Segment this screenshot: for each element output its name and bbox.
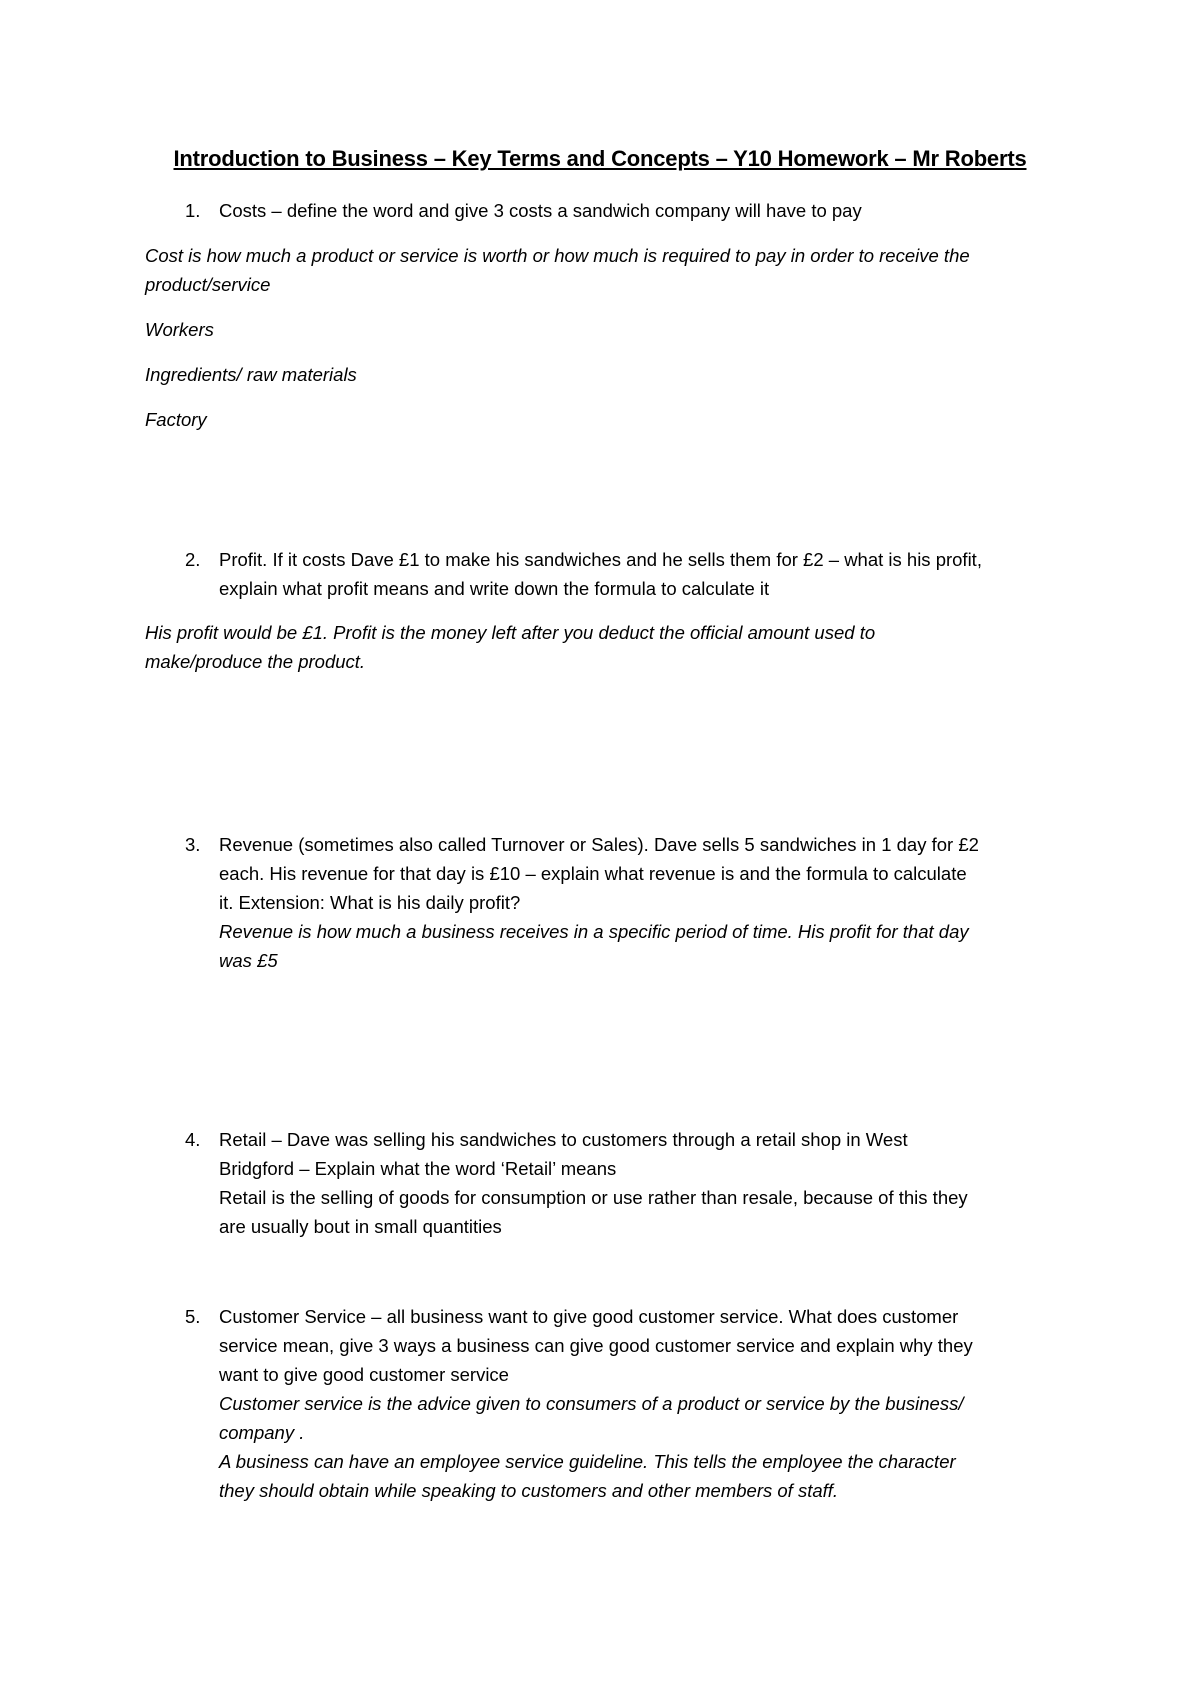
answer-2 [145, 618, 1065, 676]
question-prompt: Retail – Dave was selling his sandwiches to customers through a retail shop in West [219, 1129, 908, 1150]
cost-item-workers: Workers [145, 319, 214, 340]
answer-line: are usually bout in small quantities [219, 1216, 502, 1237]
answer-1 [145, 241, 1065, 299]
question-prompt: Bridgford – Explain what the word ‘Retail’ means [219, 1158, 617, 1179]
question-prompt: it. Extension: What is his daily profit? [219, 892, 521, 913]
question-number: 5. [185, 1306, 201, 1327]
question-prompt: want to give good customer service [219, 1364, 509, 1385]
answer-line: His profit would be £1. Profit is the money left after you deduct the official amount used to [145, 622, 876, 643]
question-number: 1. [185, 200, 201, 221]
question-prompt: Revenue (sometimes also called Turnover or Sales). Dave sells 5 sandwiches in 1 day for £2 [219, 834, 979, 855]
answer-line: Retail is the selling of goods for consumption or use rather than resale, because of this they [219, 1187, 968, 1208]
question-number: 3. [185, 834, 201, 855]
answer-line: Cost is how much a product or service is worth or how much is required to pay in order to receive the [145, 245, 970, 266]
answer-line: Revenue is how much a business receives in a specific period of time. His profit for that day [219, 921, 969, 942]
document-title: Introduction to Business – Key Terms and Concepts – Y10 Homework – Mr Roberts [173, 146, 1027, 171]
question-prompt: Customer Service – all business want to give good customer service. What does customer [219, 1306, 959, 1327]
question-prompt: Costs – define the word and give 3 costs a sandwich company will have to pay [219, 200, 862, 221]
answer-line: A business can have an employee service guideline. This tells the employee the character [219, 1451, 956, 1472]
question-number: 4. [185, 1129, 201, 1150]
answer-line: Customer service is the advice given to consumers of a product or service by the business/ [219, 1393, 964, 1414]
answer-line: they should obtain while speaking to customers and other members of staff. [219, 1480, 839, 1501]
question-prompt: explain what profit means and write down the formula to calculate it [219, 578, 770, 599]
answer-line: company . [219, 1422, 305, 1443]
answer-line: product/service [145, 274, 271, 295]
question-prompt: service mean, give 3 ways a business can give good customer service and explain why they [219, 1335, 973, 1356]
cost-item-ingredients: Ingredients/ raw materials [145, 364, 357, 385]
question-prompt: Profit. If it costs Dave £1 to make his sandwiches and he sells them for £2 – what is his profit, [219, 549, 982, 570]
question-number: 2. [185, 549, 201, 570]
answer-line: was £5 [219, 950, 278, 971]
cost-item-factory: Factory [145, 409, 207, 430]
question-prompt: each. His revenue for that day is £10 – explain what revenue is and the formula to calculate [219, 863, 967, 884]
answer-line: make/produce the product. [145, 651, 366, 672]
